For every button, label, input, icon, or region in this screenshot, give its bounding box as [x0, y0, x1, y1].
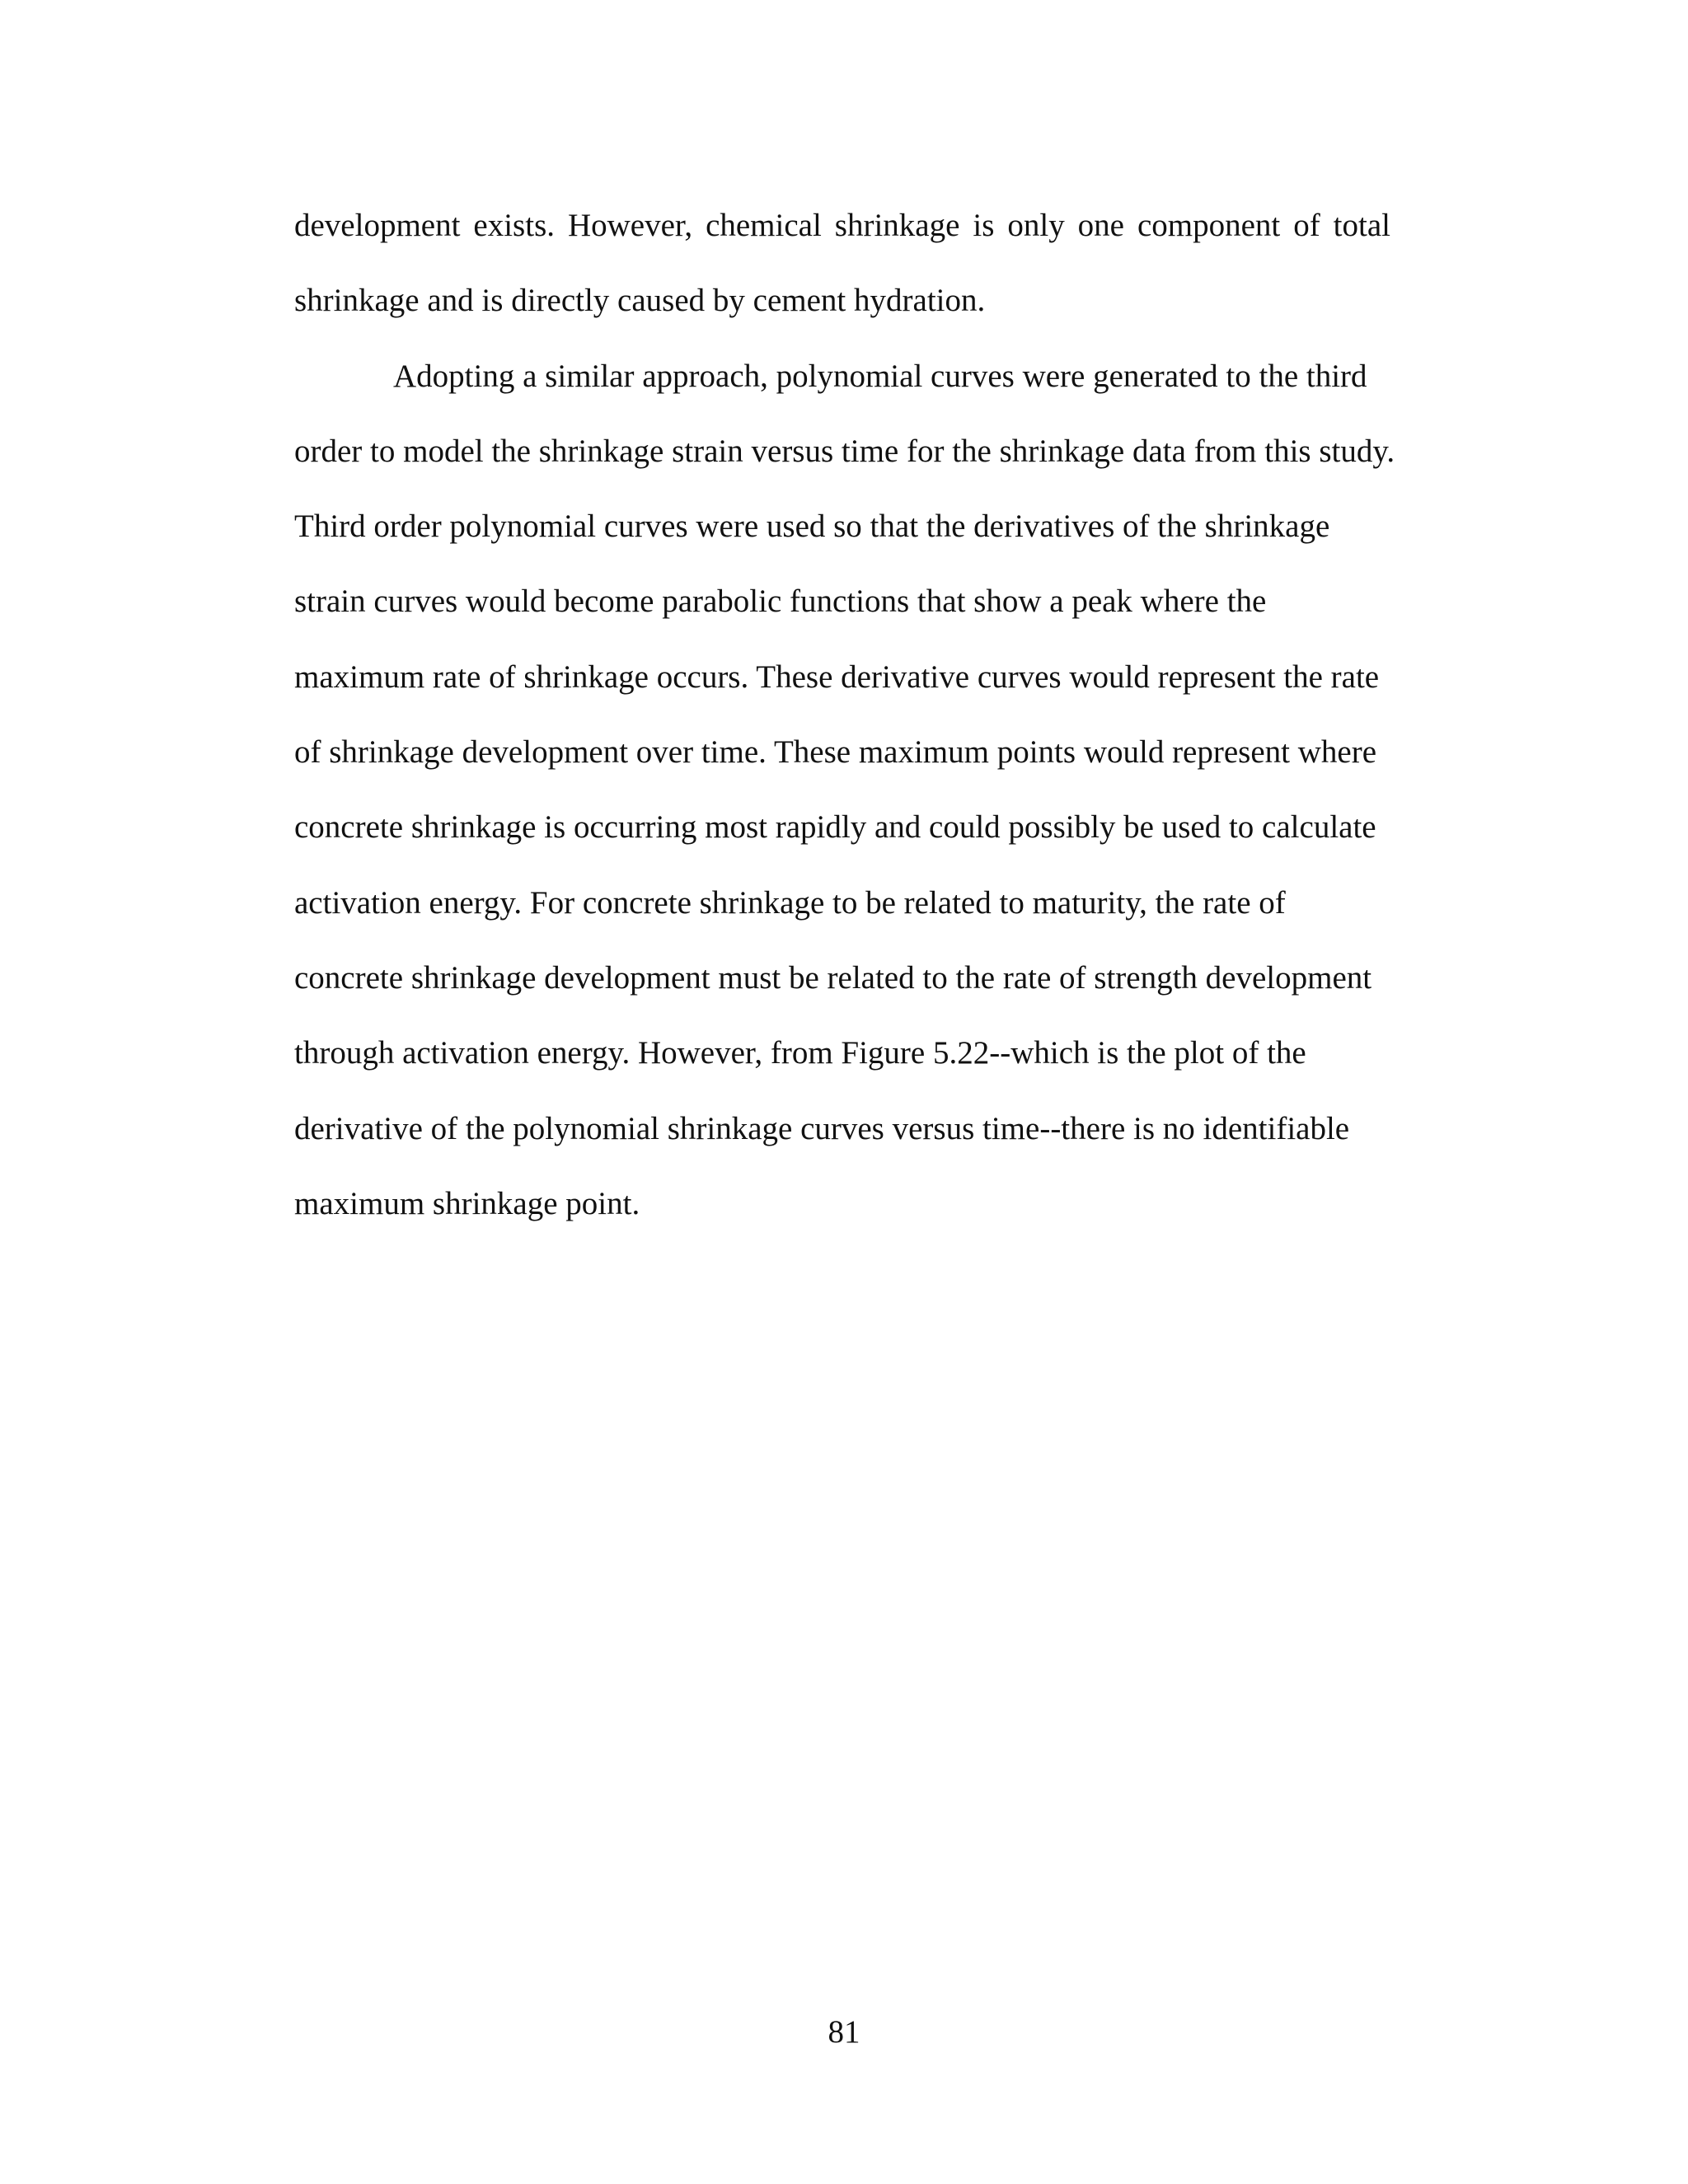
body-text — [294, 188, 1395, 1241]
text-line: strain curves would become parabolic functions that show a peak where the — [294, 583, 1267, 620]
text-line: maximum rate of shrinkage occurs. These derivative curves would represent the rate — [294, 658, 1380, 695]
paragraph-2 — [294, 339, 1395, 1242]
page-number: 81 — [828, 2014, 860, 2050]
text-line: Adopting a similar approach, polynomial curves were generated to the third — [393, 358, 1367, 394]
text-line: derivative of the polynomial shrinkage curves versus time--there is no identifiable — [294, 1110, 1350, 1146]
text-line: order to model the shrinkage strain versus time for the shrinkage data from this study. — [294, 433, 1395, 469]
text-line: activation energy. For concrete shrinkage to be related to maturity, the rate of — [294, 884, 1286, 921]
text-line: development exists. However, chemical shrinkage is only one component of total — [294, 208, 1390, 243]
text-line: concrete shrinkage is occurring most rapidly and could possibly be used to calculate — [294, 809, 1376, 846]
text-line: through activation energy. However, from Figure 5.22--which is the plot of the — [294, 1035, 1306, 1071]
text-line: maximum shrinkage point. — [294, 1185, 640, 1221]
paragraph-1 — [294, 188, 1390, 339]
text-line: shrinkage and is directly caused by cement hydration. — [294, 283, 986, 319]
text-line: concrete shrinkage development must be related to the rate of strength development — [294, 959, 1372, 996]
text-line: Third order polynomial curves were used so that the derivatives of the shrinkage — [294, 509, 1330, 545]
text-line: of shrinkage development over time. These maximum points would represent where — [294, 734, 1377, 771]
